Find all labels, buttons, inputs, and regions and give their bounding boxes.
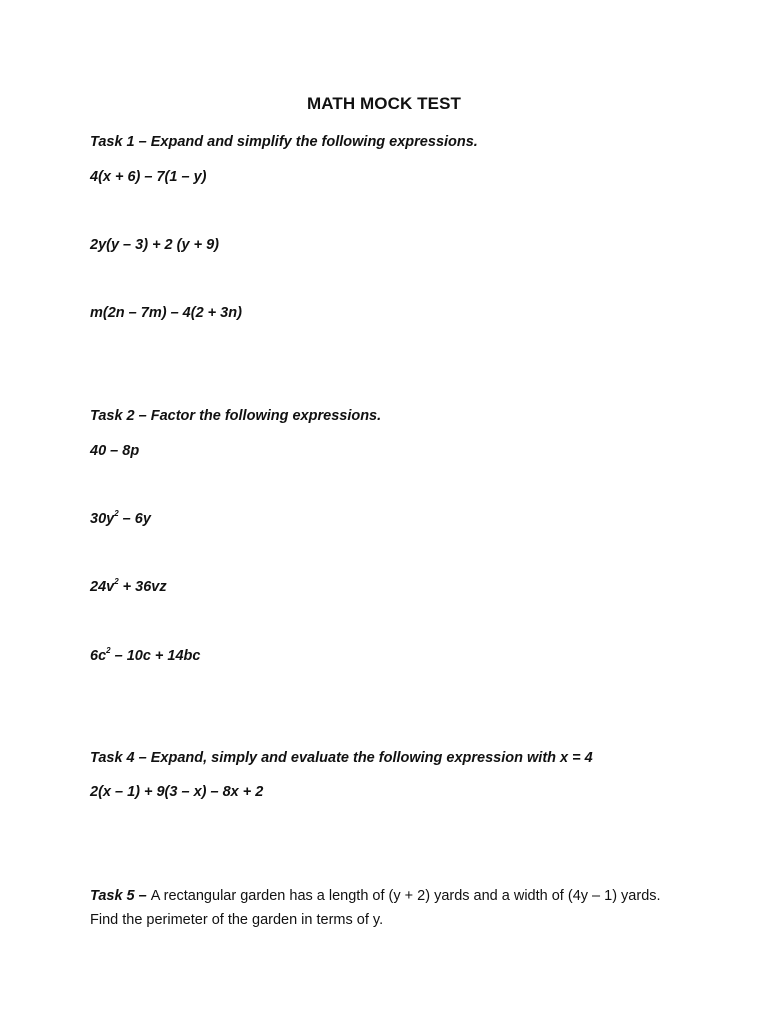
task2-expression-3-base: 24v (90, 579, 115, 595)
task1-expression-3: m(2n – 7m) – 4(2 + 3n) (90, 305, 242, 321)
task2-expression-2 (90, 511, 151, 527)
task2-expression-2-rest: – 6y (118, 511, 151, 527)
task1-expression-2: 2y(y – 3) + 2 (y + 9) (90, 237, 219, 253)
task2-expression-4-exponent: 2 (106, 646, 111, 655)
task2-expression-4-rest: – 10c + 14bc (110, 648, 201, 664)
task4-heading: Task 4 – Expand, simply and evaluate the following expression with x = 4 (90, 750, 593, 766)
task1-heading: Task 1 – Expand and simplify the following expressions. (90, 134, 478, 150)
task2-expression-2-base: 30y (90, 511, 115, 527)
task1-expression-1: 4(x + 6) – 7(1 – y) (90, 169, 207, 185)
task5-text: A rectangular garden has a length of (y + 2) yards and a width of (4y – 1) yards. Find the perimeter of the garden in terms of y. (90, 888, 661, 928)
task2-expression-3-rest: + 36vz (118, 579, 167, 595)
task2-expression-4 (90, 648, 200, 664)
task2-expression-1-text: 40 – 8p (90, 443, 140, 459)
page-title: MATH MOCK TEST (306, 94, 462, 113)
task2-expression-1 (90, 443, 139, 459)
task2-heading: Task 2 – Factor the following expressions. (90, 408, 382, 424)
task5-paragraph (90, 884, 680, 932)
task2-expression-4-base: 6c (90, 648, 107, 664)
task2-expression-3-exponent: 2 (114, 577, 119, 586)
task5-label: Task 5 – (90, 888, 151, 904)
task2-expression-2-exponent: 2 (114, 509, 119, 518)
task4-expression: 2(x – 1) + 9(3 – x) – 8x + 2 (90, 784, 264, 800)
task2-expression-3 (90, 579, 167, 595)
